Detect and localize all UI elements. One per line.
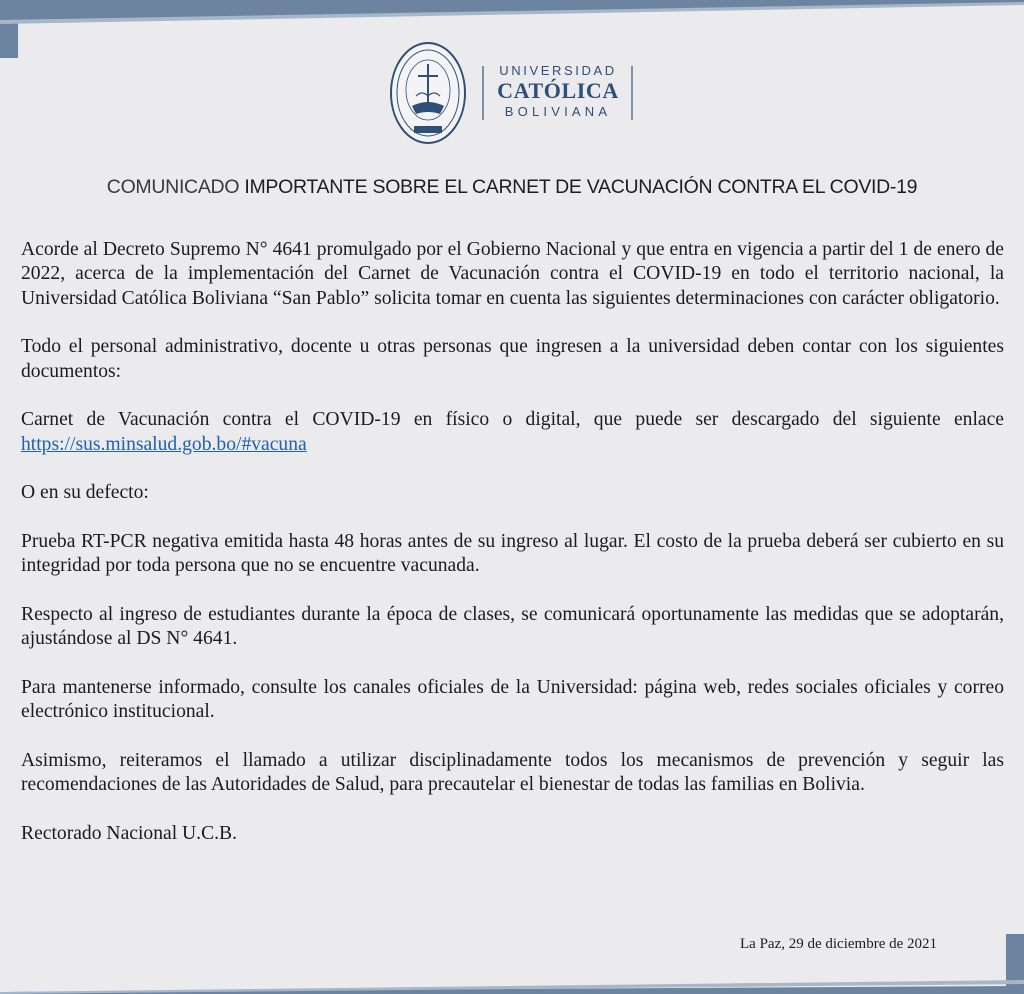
paragraph-vaccination-card (21, 408, 1004, 457)
university-logo (388, 40, 638, 146)
date-location: La Paz, 29 de diciembre de 2021 (740, 936, 938, 952)
paragraph-prevention: Asimismo, reiteramos el llamado a utilizar disciplinadamente todos los mecanismos de prevención y seguir las recomendaciones de las Autoridades de Salud, para precautelar el bienestar de todas las familias en Bolivia. (21, 749, 1004, 796)
paragraph-pcr-test: Prueba RT-PCR negativa emitida hasta 48 horas antes de su ingreso al lugar. El costo de la prueba deberá ser cubierto en su integridad por toda persona que no se encuentre vacunada. (21, 530, 1004, 577)
paragraph-official-channels: Para mantenerse informado, consulte los canales oficiales de la Universidad: página web, redes sociales oficiales y correo electrónico institucional. (21, 676, 1004, 723)
title-comunicado: COMUNICADO (106, 176, 240, 198)
logo-line-catolica: CATÓLICA (497, 78, 619, 103)
paragraph-decree: Acorde al Decreto Supremo N° 4641 promulgado por el Gobierno Nacional y que entra en vigencia a partir del 1 de enero de 2022, acerca de la implementación del Carnet de Vacunación contra el COVID-19 en todo el territorio nacional, la Universidad Católica Boliviana “San Pablo” solicita tomar en cuenta las siguientes determinaciones con carácter obligatorio. (21, 239, 1004, 309)
vaccination-card-text: Carnet de Vacunación contra el COVID-19 en físico o digital, que puede ser descargado del siguiente enlace (21, 409, 1004, 431)
paragraph-alternative: O en su defecto: (21, 482, 149, 504)
logo-wordmark (492, 64, 624, 119)
university-seal-icon (388, 40, 468, 146)
title-subject: IMPORTANTE SOBRE EL CARNET DE VACUNACIÓN CONTRA EL COVID-19 (244, 176, 918, 198)
signoff: Rectorado Nacional U.C.B. (21, 822, 238, 844)
bottom-decorative-band (0, 934, 1024, 994)
paragraph-personnel: Todo el personal administrativo, docente u otras personas que ingresen a la universidad deben contar con los siguientes documentos: (21, 336, 1004, 382)
vaccination-link[interactable]: https://sus.minsalud.gob.bo/#vacuna (21, 433, 307, 455)
logo-line-universidad: UNIVERSIDAD (499, 63, 617, 78)
logo-divider-right (631, 66, 633, 120)
announcement-body (21, 238, 1004, 871)
logo-line-boliviana: BOLIVIANA (504, 104, 612, 119)
paragraph-students: Respecto al ingreso de estudiantes durante la época de clases, se comunicará oportunamente las medidas que se adoptarán, ajustándose al DS N° 4641. (21, 603, 1004, 650)
logo-divider-left (482, 66, 484, 120)
page-title (0, 176, 1024, 199)
